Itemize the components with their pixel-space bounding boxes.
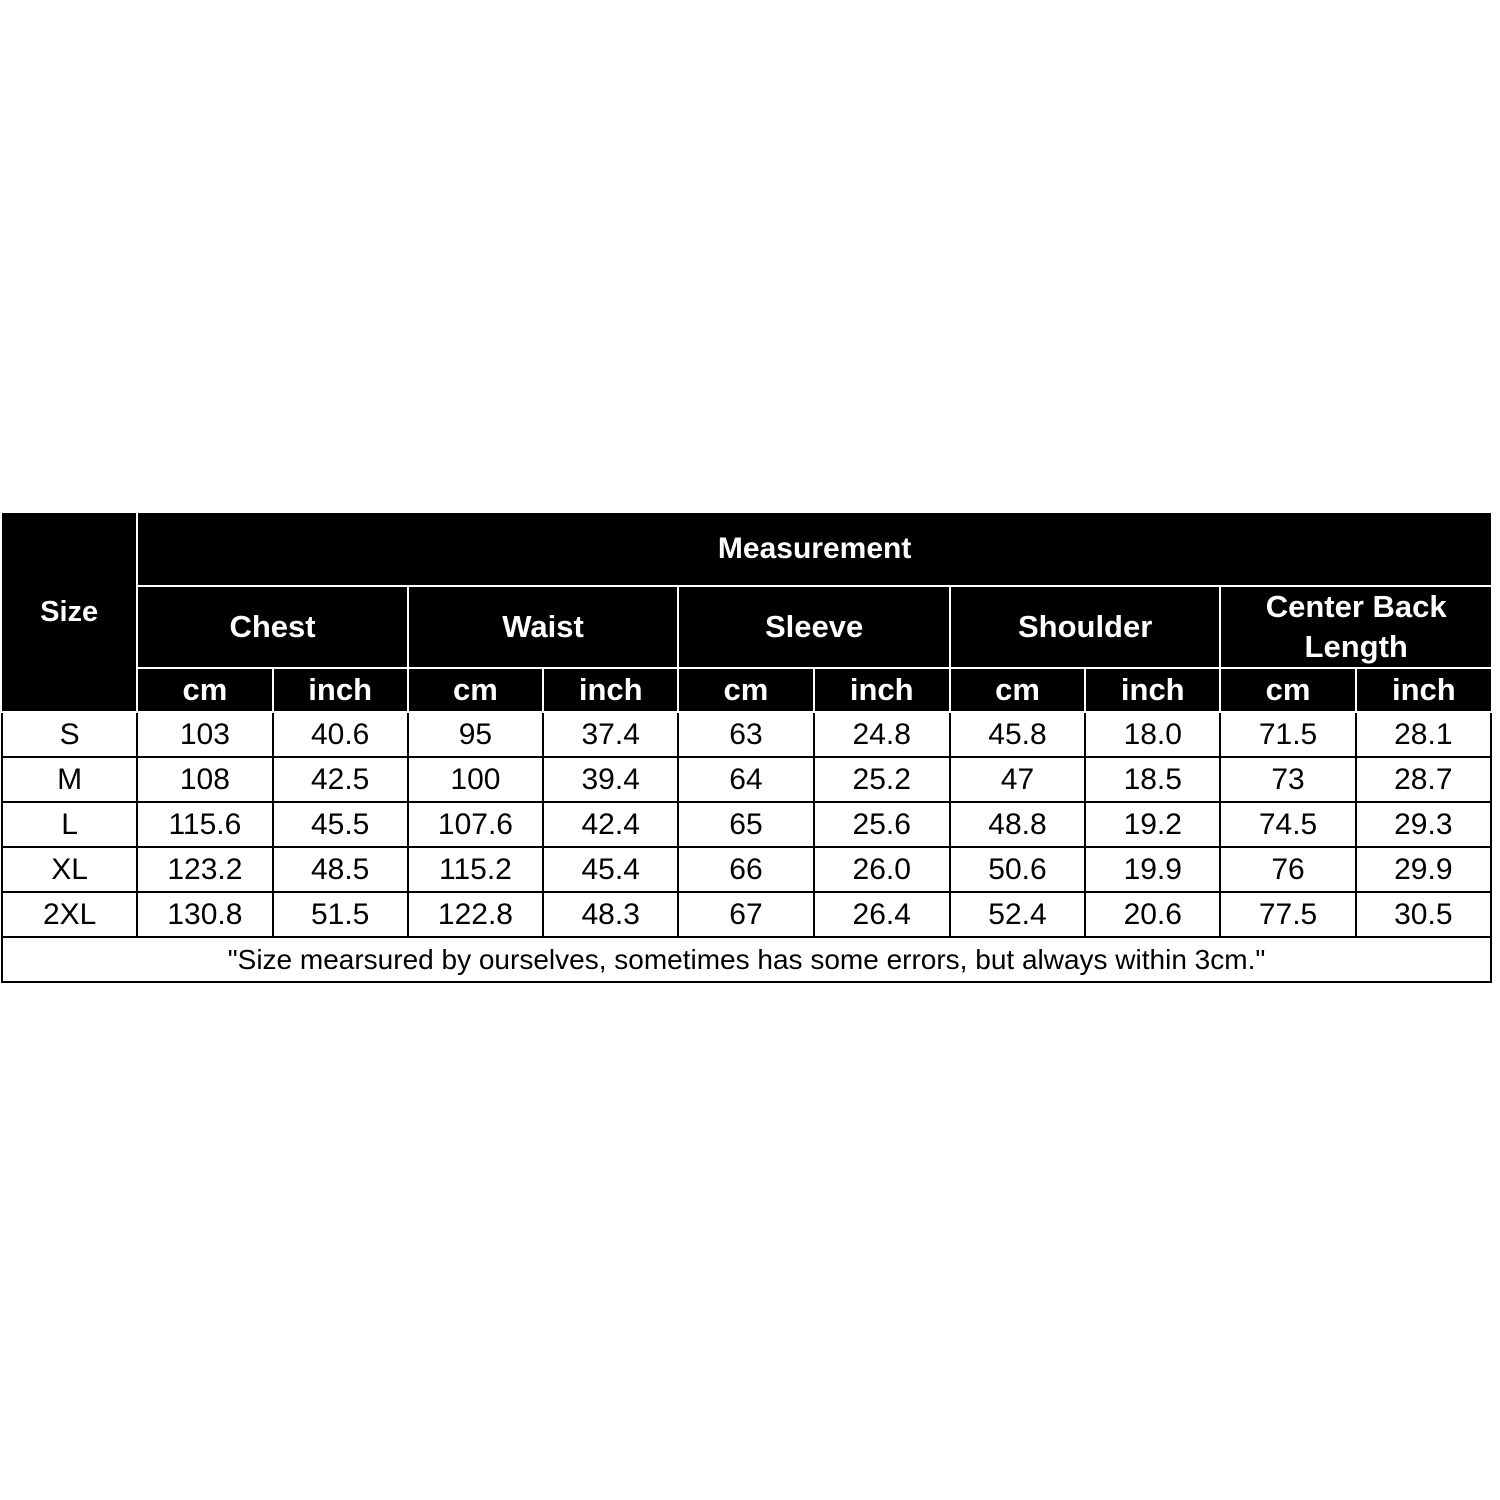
table-row (2, 847, 1491, 892)
value-cell: 48.5 (273, 847, 408, 892)
table-header (2, 513, 1491, 712)
size-cell: S (2, 712, 137, 757)
value-cell: 77.5 (1220, 892, 1355, 937)
unit-header: inch (543, 668, 678, 712)
unit-header: cm (950, 668, 1085, 712)
value-cell: 74.5 (1220, 802, 1355, 847)
value-cell: 26.4 (814, 892, 950, 937)
value-cell: 100 (408, 757, 543, 802)
value-cell: 67 (678, 892, 813, 937)
value-cell: 115.2 (408, 847, 543, 892)
value-cell: 37.4 (543, 712, 678, 757)
value-cell: 103 (137, 712, 272, 757)
value-cell: 28.1 (1356, 712, 1491, 757)
value-cell: 123.2 (137, 847, 272, 892)
value-cell: 42.5 (273, 757, 408, 802)
value-cell: 108 (137, 757, 272, 802)
unit-header: inch (1085, 668, 1220, 712)
table-row (2, 712, 1491, 757)
value-cell: 71.5 (1220, 712, 1355, 757)
value-cell: 45.8 (950, 712, 1085, 757)
table-row (2, 892, 1491, 937)
value-cell: 45.5 (273, 802, 408, 847)
value-cell: 45.4 (543, 847, 678, 892)
size-cell: M (2, 757, 137, 802)
unit-header: cm (1220, 668, 1355, 712)
size-cell: XL (2, 847, 137, 892)
value-cell: 19.2 (1085, 802, 1220, 847)
value-cell: 18.5 (1085, 757, 1220, 802)
value-cell: 26.0 (814, 847, 950, 892)
size-note: "Size mearsured by ourselves, sometimes has some errors, but always within 3cm." (2, 937, 1491, 982)
unit-header: inch (1356, 668, 1491, 712)
waist-header: Waist (408, 586, 679, 668)
value-cell: 51.5 (273, 892, 408, 937)
value-cell: 107.6 (408, 802, 543, 847)
value-cell: 48.3 (543, 892, 678, 937)
value-cell: 29.3 (1356, 802, 1491, 847)
size-header: Size (2, 513, 137, 712)
unit-header: cm (137, 668, 272, 712)
size-cell: 2XL (2, 892, 137, 937)
value-cell: 66 (678, 847, 813, 892)
unit-header: inch (273, 668, 408, 712)
value-cell: 95 (408, 712, 543, 757)
table-row (2, 757, 1491, 802)
value-cell: 19.9 (1085, 847, 1220, 892)
sleeve-header: Sleeve (678, 586, 950, 668)
value-cell: 39.4 (543, 757, 678, 802)
table-row (2, 802, 1491, 847)
value-cell: 63 (678, 712, 813, 757)
value-cell: 76 (1220, 847, 1355, 892)
size-chart-table (1, 513, 1492, 983)
value-cell: 64 (678, 757, 813, 802)
table-body (2, 712, 1491, 982)
size-cell: L (2, 802, 137, 847)
value-cell: 25.6 (814, 802, 950, 847)
value-cell: 47 (950, 757, 1085, 802)
value-cell: 29.9 (1356, 847, 1491, 892)
value-cell: 115.6 (137, 802, 272, 847)
value-cell: 42.4 (543, 802, 678, 847)
center-back-length-header: Center Back Length (1220, 586, 1491, 668)
value-cell: 40.6 (273, 712, 408, 757)
unit-header: cm (678, 668, 813, 712)
value-cell: 73 (1220, 757, 1355, 802)
value-cell: 65 (678, 802, 813, 847)
note-row (2, 937, 1491, 982)
chest-header: Chest (137, 586, 408, 668)
value-cell: 130.8 (137, 892, 272, 937)
value-cell: 28.7 (1356, 757, 1491, 802)
value-cell: 50.6 (950, 847, 1085, 892)
value-cell: 52.4 (950, 892, 1085, 937)
value-cell: 122.8 (408, 892, 543, 937)
value-cell: 48.8 (950, 802, 1085, 847)
value-cell: 25.2 (814, 757, 950, 802)
value-cell: 18.0 (1085, 712, 1220, 757)
shoulder-header: Shoulder (950, 586, 1221, 668)
value-cell: 30.5 (1356, 892, 1491, 937)
value-cell: 20.6 (1085, 892, 1220, 937)
unit-header: inch (814, 668, 950, 712)
unit-header: cm (408, 668, 543, 712)
measurement-header: Measurement (137, 513, 1491, 586)
value-cell: 24.8 (814, 712, 950, 757)
